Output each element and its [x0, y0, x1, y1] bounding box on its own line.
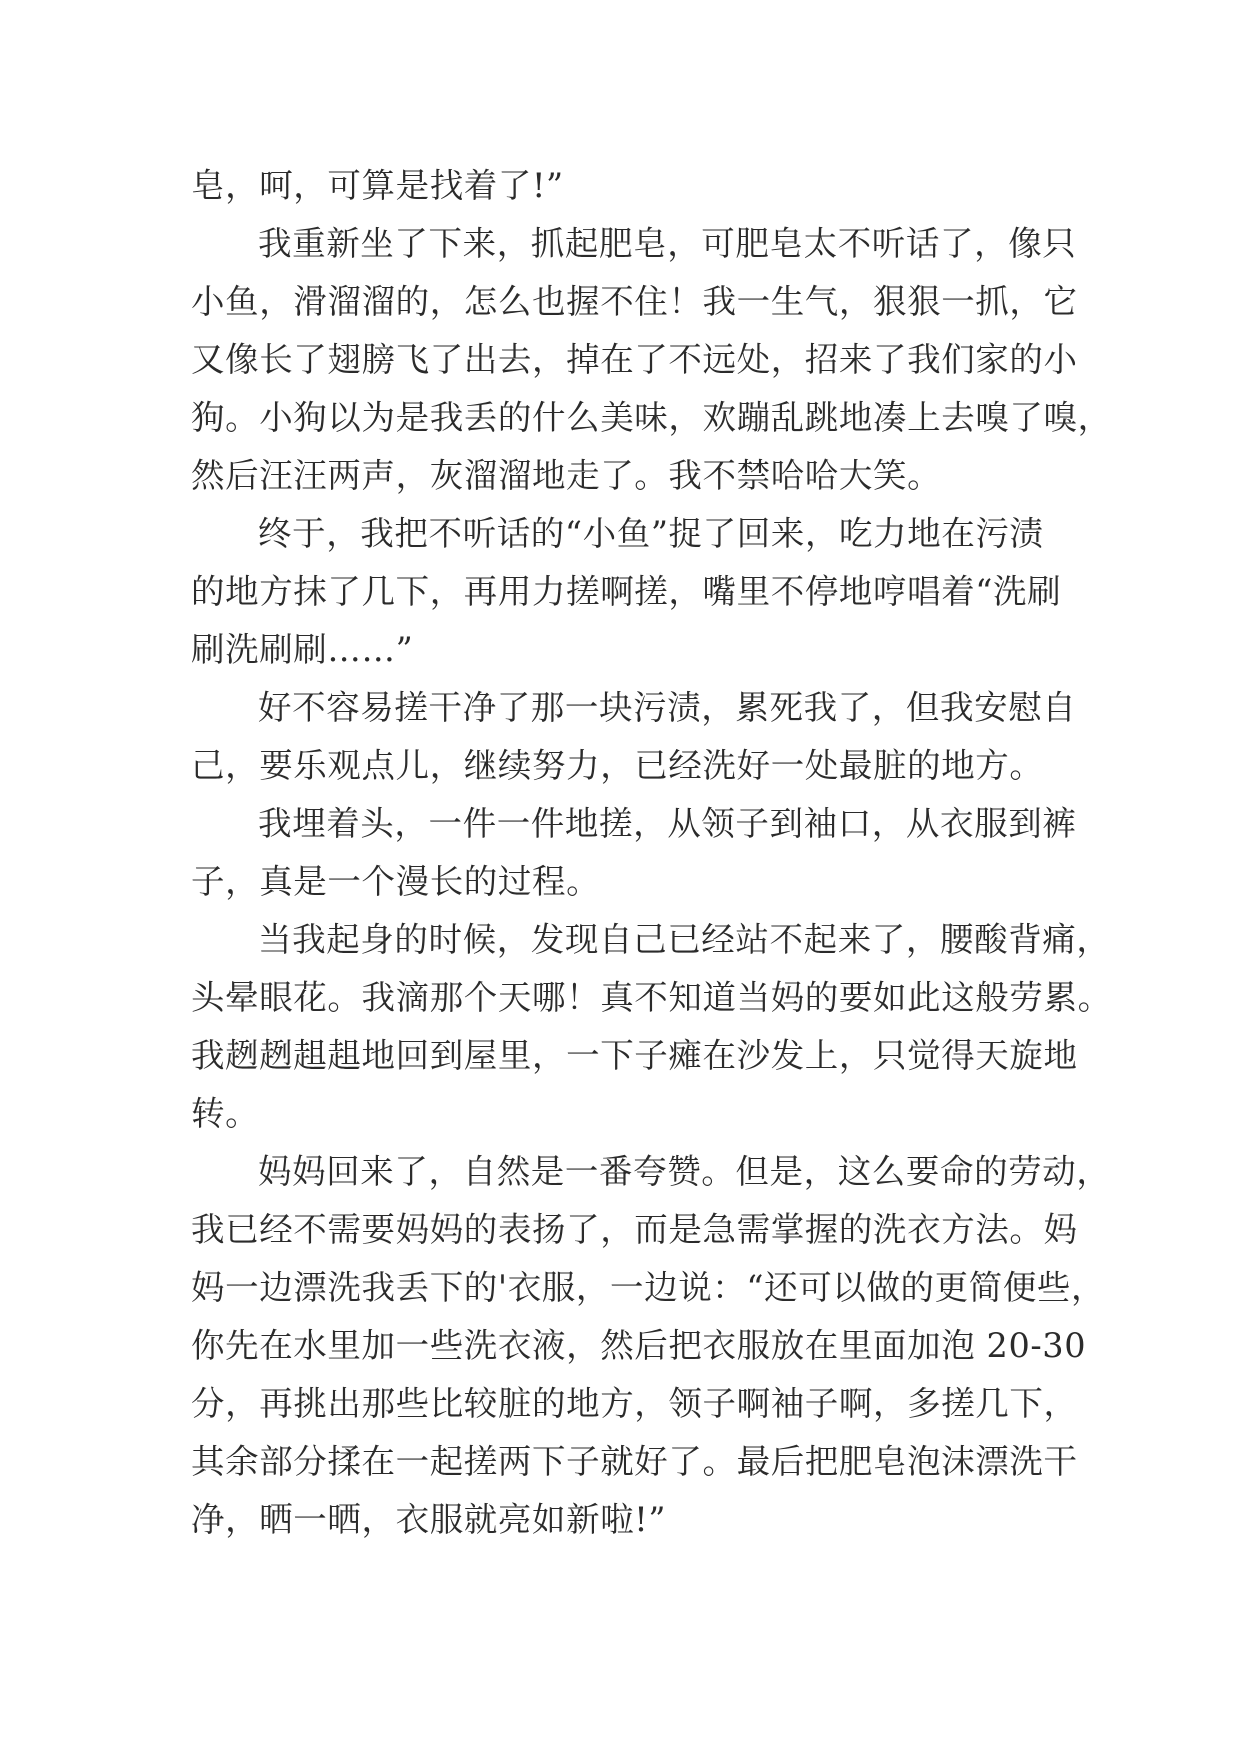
text-line: 的地方抹了几下，再用力搓啊搓，嘴里不停地哼唱着“洗刷	[191, 572, 1062, 611]
text-line: 妈妈回来了，自然是一番夸赞。但是，这么要命的劳动，	[258, 1152, 1111, 1191]
text-line: 好不容易搓干净了那一块污渍，累死我了，但我安慰自	[258, 688, 1077, 727]
text-line: 己，要乐观点儿，继续努力，已经洗好一处最脏的地方。	[191, 746, 1044, 785]
text-line: 我趔趔趄趄地回到屋里，一下子瘫在沙发上，只觉得天旋地	[191, 1036, 1078, 1075]
text-line: 子，真是一个漫长的过程。	[191, 862, 601, 901]
text-line: 分，再挑出那些比较脏的地方，领子啊袖子啊，多搓几下，	[191, 1384, 1078, 1423]
text-line: 又像长了翅膀飞了出去，掉在了不远处，招来了我们家的小	[191, 340, 1078, 379]
text-line: 皂，呵，可算是找着了!”	[191, 166, 564, 205]
text-line: 转。	[191, 1094, 260, 1133]
text-line: 我已经不需要妈妈的表扬了，而是急需掌握的洗衣方法。妈	[191, 1210, 1078, 1249]
text-line: 你先在水里加一些洗衣液，然后把衣服放在里面加泡 20-30	[191, 1326, 1087, 1365]
text-line: 然后汪汪两声，灰溜溜地走了。我不禁哈哈大笑。	[191, 456, 942, 495]
text-line: 终于，我把不听话的“小鱼”捉了回来，吃力地在污渍	[258, 514, 1044, 553]
text-line: 净，晒一晒，衣服就亮如新啦!”	[191, 1500, 667, 1539]
text-line: 刷洗刷刷……”	[191, 630, 414, 669]
text-line: 当我起身的时候，发现自己已经站不起来了，腰酸背痛，	[258, 920, 1111, 959]
text-line: 头晕眼花。我滴那个天哪！真不知道当妈的要如此这般劳累。	[191, 978, 1112, 1017]
text-line: 我重新坐了下来，抓起肥皂，可肥皂太不听话了，像只	[258, 224, 1077, 263]
essay-text-body	[191, 157, 1112, 1549]
text-line: 狗。小狗以为是我丢的什么美味，欢蹦乱跳地凑上去嗅了嗅，	[191, 398, 1112, 437]
text-line: 我埋着头，一件一件地搓，从领子到袖口，从衣服到裤	[258, 804, 1077, 843]
text-line: 小鱼，滑溜溜的，怎么也握不住！我一生气，狠狠一抓，它	[191, 282, 1078, 321]
text-line: 妈一边漂洗我丢下的'衣服，一边说：“还可以做的更简便些，	[191, 1268, 1106, 1307]
text-line: 其余部分揉在一起搓两下子就好了。最后把肥皂泡沫漂洗干	[191, 1442, 1078, 1481]
